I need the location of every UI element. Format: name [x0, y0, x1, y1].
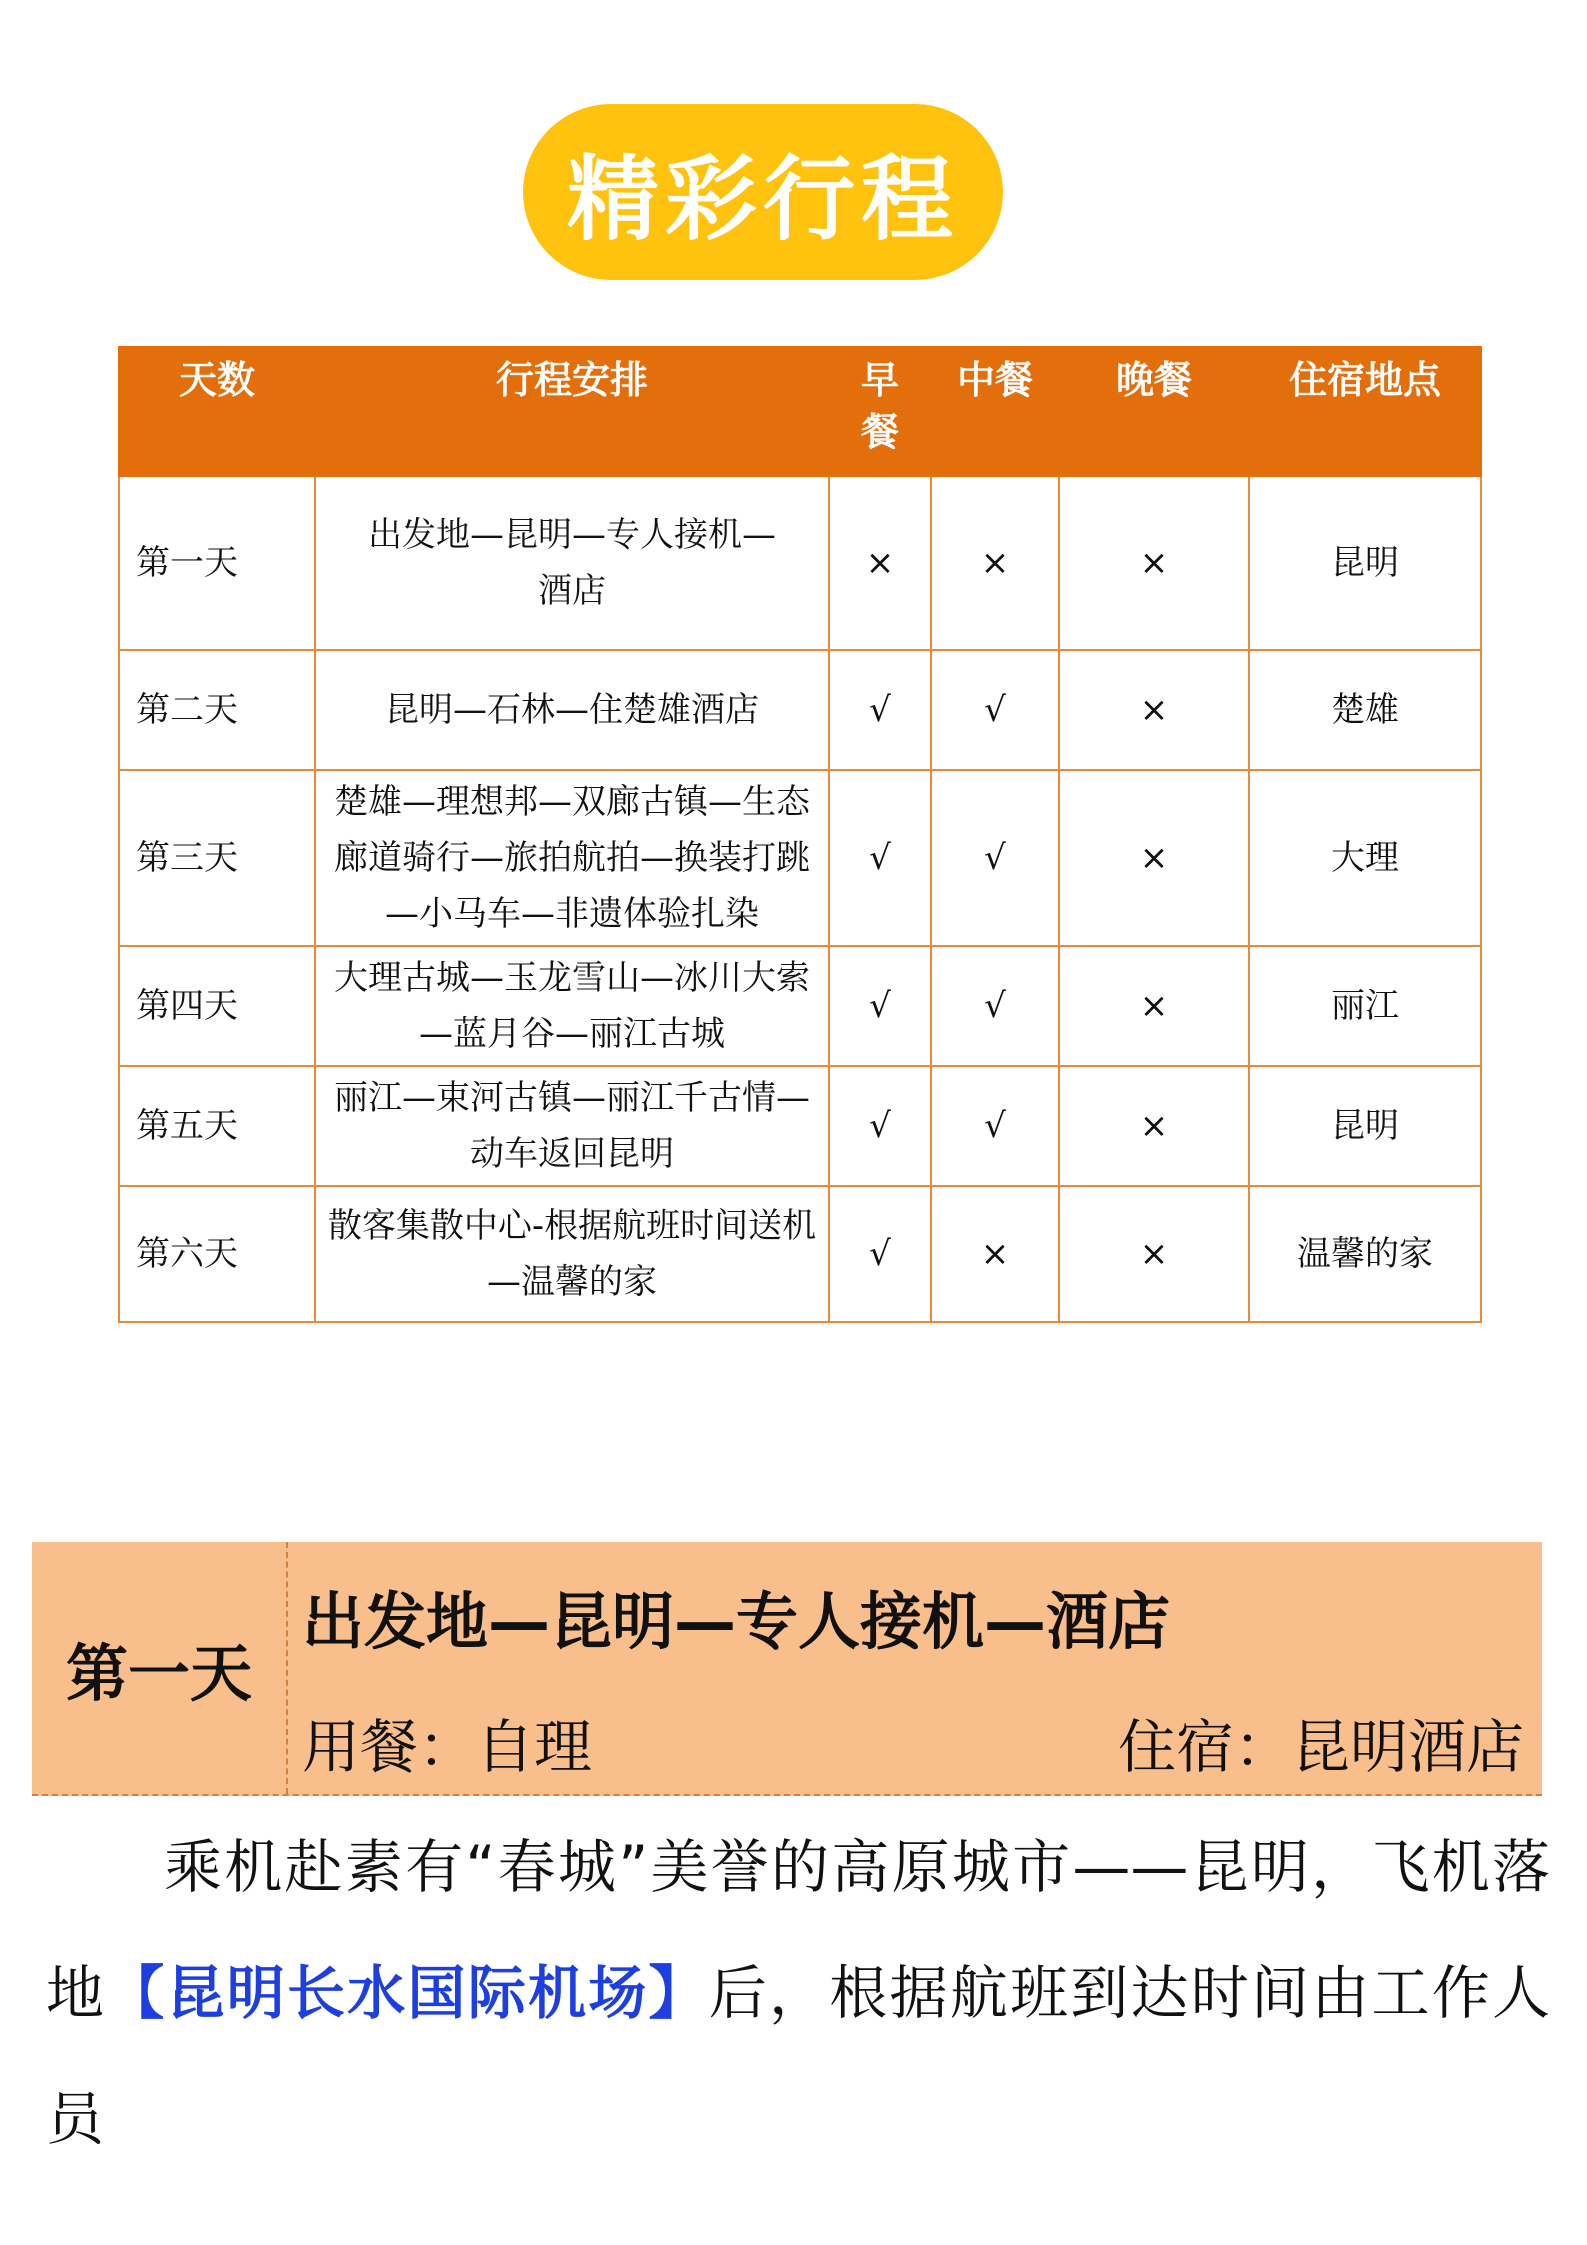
route-cell: 丽江—束河古镇—丽江千古情—动车返回昆明 — [315, 1066, 829, 1186]
stay-cell: 大理 — [1249, 770, 1481, 946]
stay-cell: 昆明 — [1249, 476, 1481, 650]
table-header-cell: 中餐 — [931, 347, 1059, 476]
stay-cell: 丽江 — [1249, 946, 1481, 1066]
route-cell: 出发地—昆明—专人接机— 酒店 — [315, 476, 829, 650]
dinner-cell: × — [1059, 946, 1249, 1066]
day-section-header — [32, 1542, 1542, 1796]
section-route-title: 出发地—昆明—专人接机—酒店 — [302, 1585, 1171, 1658]
description-text: 乘机赴素有“春城”美誉的高原城市——昆明，飞机落地 — [46, 1833, 1550, 2027]
day-cell: 第五天 — [119, 1066, 315, 1186]
section-stay: 住宿：昆明酒店 — [1117, 1713, 1524, 1781]
table-row — [119, 476, 1481, 650]
dinner-cell: × — [1059, 1066, 1249, 1186]
dinner-cell: × — [1059, 770, 1249, 946]
route-cell: 昆明—石林—住楚雄酒店 — [315, 650, 829, 770]
lunch-cell: √ — [931, 770, 1059, 946]
dinner-cell: × — [1059, 1186, 1249, 1322]
route-cell: 散客集散中心-根据航班时间送机—温馨的家 — [315, 1186, 829, 1322]
lunch-cell: × — [931, 1186, 1059, 1322]
breakfast-cell: √ — [829, 1186, 931, 1322]
table-row — [119, 1186, 1481, 1322]
breakfast-cell: √ — [829, 770, 931, 946]
breakfast-cell: √ — [829, 1066, 931, 1186]
day-cell: 第四天 — [119, 946, 315, 1066]
stay-cell: 温馨的家 — [1249, 1186, 1481, 1322]
table-row — [119, 650, 1481, 770]
table-header-cell: 行程安排 — [315, 347, 829, 476]
lunch-cell: √ — [931, 650, 1059, 770]
dinner-cell: × — [1059, 650, 1249, 770]
section-meal: 用餐：自理 — [302, 1713, 593, 1781]
stay-cell: 楚雄 — [1249, 650, 1481, 770]
lunch-cell: × — [931, 476, 1059, 650]
description-text-cont: 后，根据航班到达时间由工作人员 — [46, 1959, 1550, 2153]
table-header-cell: 天数 — [119, 347, 315, 476]
breakfast-cell: √ — [829, 650, 931, 770]
stay-cell: 昆明 — [1249, 1066, 1481, 1186]
table-row — [119, 1066, 1481, 1186]
breakfast-cell: √ — [829, 946, 931, 1066]
day-cell: 第一天 — [119, 476, 315, 650]
dinner-cell: × — [1059, 476, 1249, 650]
table-header-cell: 早 餐 — [829, 347, 931, 476]
day-cell: 第三天 — [119, 770, 315, 946]
table-header-row — [119, 347, 1481, 476]
lunch-cell: √ — [931, 946, 1059, 1066]
day-cell: 第二天 — [119, 650, 315, 770]
day-description — [46, 1804, 1550, 2182]
table-header-cell: 住宿地点 — [1249, 347, 1481, 476]
page-title-banner — [523, 104, 1003, 280]
table-header-cell: 晚餐 — [1059, 347, 1249, 476]
table-row — [119, 770, 1481, 946]
day-cell: 第六天 — [119, 1186, 315, 1322]
page-title: 精彩行程 — [566, 145, 959, 253]
table-row — [119, 946, 1481, 1066]
route-cell: 楚雄—理想邦—双廊古镇—生态廊道骑行—旅拍航拍—换装打跳—小马车—非遗体验扎染 — [315, 770, 829, 946]
airport-highlight: 【昆明长水国际机场】 — [106, 1959, 709, 2027]
lunch-cell: √ — [931, 1066, 1059, 1186]
itinerary-table — [118, 346, 1482, 1323]
section-day-label: 第一天 — [32, 1542, 288, 1794]
breakfast-cell: × — [829, 476, 931, 650]
route-cell: 大理古城—玉龙雪山—冰川大索—蓝月谷—丽江古城 — [315, 946, 829, 1066]
